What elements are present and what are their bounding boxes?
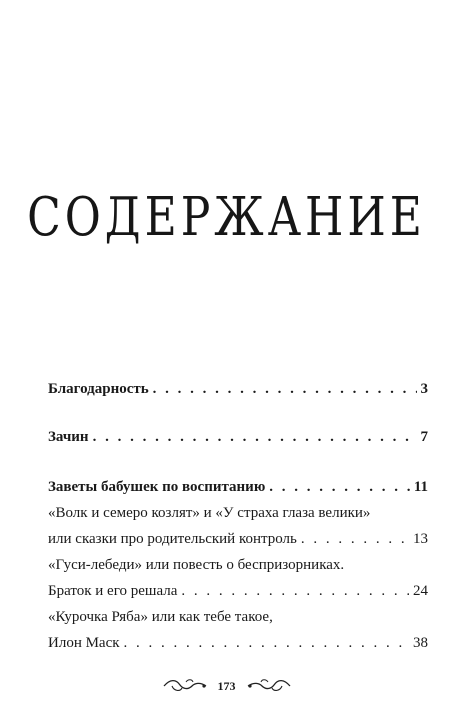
ornament-left-icon [162,677,208,695]
leader-dots [269,474,410,500]
page-footer [0,677,453,695]
toc-subentry-line: «Волк и семеро козлят» и «У страха глаза велики» [48,505,371,521]
page-number: 173 [217,678,236,693]
leader-dots [301,526,409,552]
toc-subentry-line: «Гуси-лебеди» или повесть о беспризорниках. [48,557,345,573]
toc-entry-title: Заветы бабушек по воспитанию [48,479,266,495]
toc-subentry-page: 13 [413,531,428,547]
toc-subentry-title: Браток и его решала [48,583,178,599]
toc-subentry-page: 24 [413,583,428,599]
page-title: СОДЕРЖАНИЕ [27,186,426,249]
toc-entry-page: 7 [420,429,428,445]
toc-subentry-title: или сказки про родительский контроль [48,531,297,547]
toc-subentry-line: «Курочка Ряба» или как тебе такое, [48,609,273,625]
ornament-right-icon [246,677,292,695]
toc-entry [48,424,428,450]
leader-dots [153,376,417,402]
toc-subentry-title: Илон Маск [48,635,120,651]
toc-section [48,474,428,656]
leader-dots [93,424,417,450]
leader-dots [124,630,409,656]
leader-dots [181,578,409,604]
toc-entry [48,376,428,402]
toc-entry-title: Благодарность [48,381,149,397]
toc-entry-page: 3 [420,381,428,397]
toc-entry-title: Зачин [48,429,89,445]
toc-entry-page: 11 [413,479,428,495]
toc-subentry-page: 38 [413,635,428,651]
